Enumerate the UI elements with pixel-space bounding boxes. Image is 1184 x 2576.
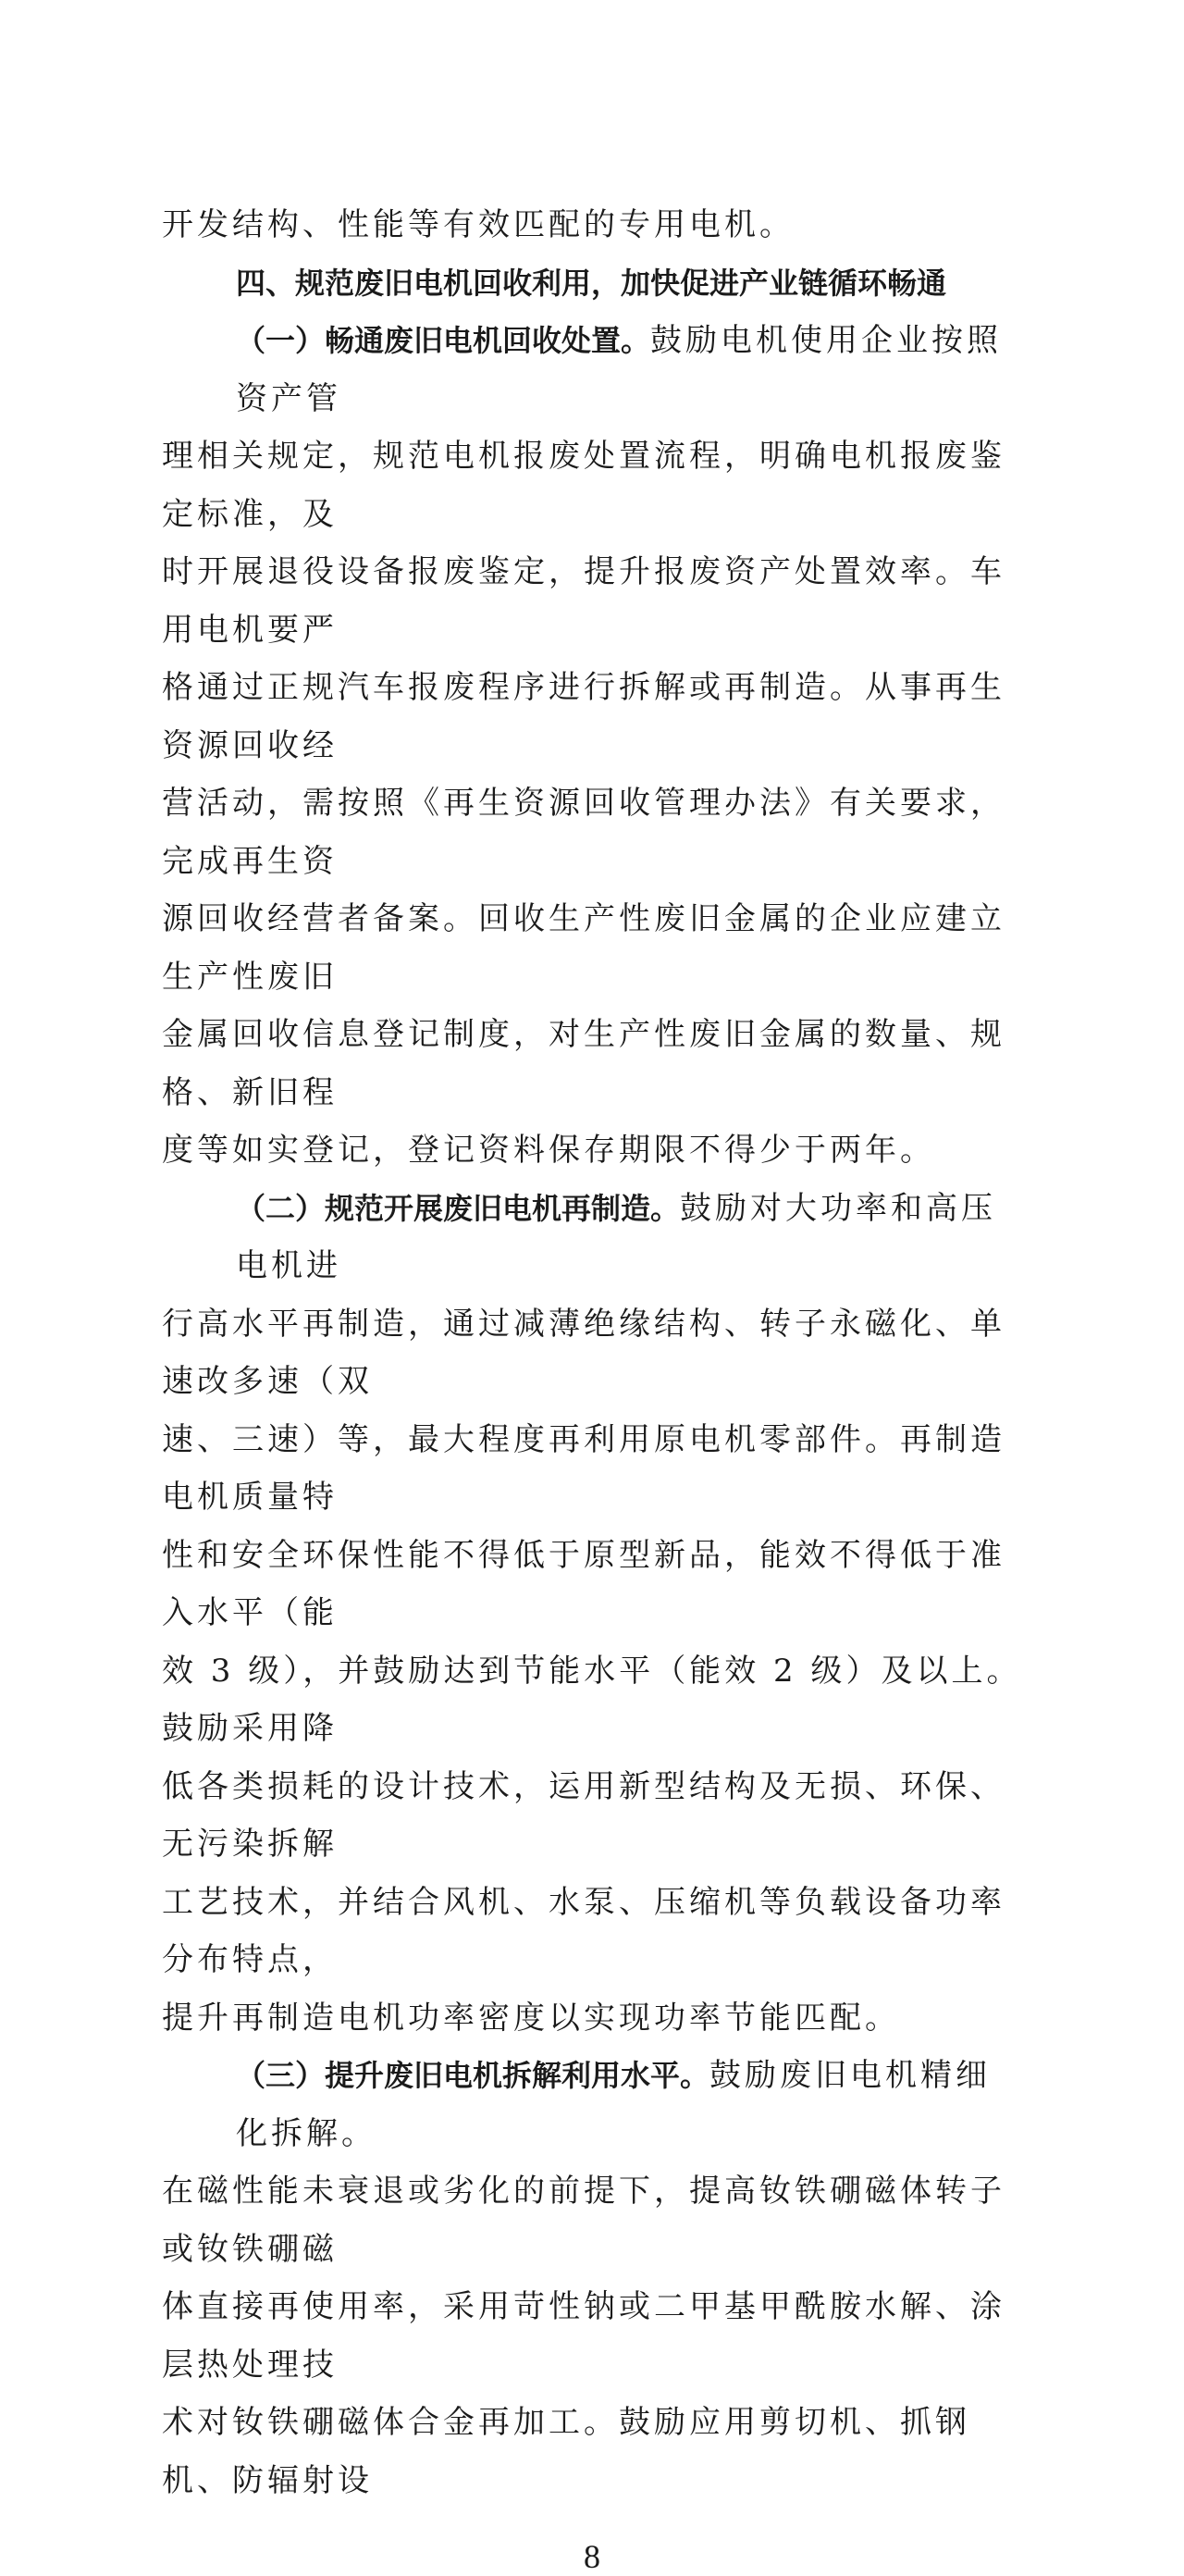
text-run: 鼓励电机使用企业按照资产管 (236, 322, 1003, 417)
text-line: 营活动，需按照《再生资源回收管理办法》有关要求，完成再生资 (162, 785, 1005, 880)
text-line: 效 3 级），并鼓励达到节能水平（能效 2 级）及以上。鼓励采用降 (162, 1652, 1022, 1747)
paragraph-lead: （一）畅通废旧电机回收处置。 (236, 323, 651, 358)
paragraph-lead: （三）提升废旧电机拆解利用水平。 (236, 2058, 710, 2093)
paragraph-start (162, 312, 1024, 427)
text-line: 行高水平再制造，通过减薄绝缘结构、转子永磁化、单速改多速（双 (162, 1305, 1005, 1400)
text-line: 时开展退役设备报废鉴定，提升报废资产处置效率。车用电机要严 (162, 553, 1005, 649)
text-line: 在磁性能未衰退或劣化的前提下，提高钕铁硼磁体转子或钕铁硼磁 (162, 2173, 1005, 2268)
paragraph-start (162, 1180, 1024, 1295)
text-line: 性和安全环保性能不得低于原型新品，能效不得低于准入水平（能 (162, 1536, 1005, 1631)
text-line: 开发结构、性能等有效匹配的专用电机。 (162, 206, 795, 243)
text-line: 格通过正规汽车报废程序进行拆解或再制造。从事再生资源回收经 (162, 669, 1005, 764)
body-text (162, 196, 1024, 2509)
text-line: 源回收经营者备案。回收生产性废旧金属的企业应建立生产性废旧 (162, 900, 1005, 996)
text-line: 度等如实登记，登记资料保存期限不得少于两年。 (162, 1132, 935, 1169)
text-run: 鼓励废旧电机精细化拆解。 (236, 2057, 992, 2152)
page-number: 8 (584, 2538, 600, 2575)
text-line: 速、三速）等，最大程度再利用原电机零部件。再制造电机质量特 (162, 1420, 1005, 1516)
section-heading: 四、规范废旧电机回收利用，加快促进产业链循环畅通 (236, 265, 947, 301)
paragraph-lead: （二）规范开展废旧电机再制造。 (236, 1190, 681, 1226)
text-line: 工艺技术，并结合风机、水泵、压缩机等负载设备功率分布特点， (162, 1883, 1005, 1978)
text-line: 术对钕铁硼磁体合金再加工。鼓励应用剪切机、抓钢机、防辐射设 (162, 2404, 970, 2499)
text-line: 提升再制造电机功率密度以实现功率节能匹配。 (162, 1999, 900, 2037)
text-line: 低各类损耗的设计技术，运用新型结构及无损、环保、无污染拆解 (162, 1767, 1005, 1863)
text-line: 理相关规定，规范电机报废处置流程，明确电机报废鉴定标准，及 (162, 438, 1005, 533)
paragraph-start (162, 2047, 1024, 2162)
text-line: 体直接再使用率，采用苛性钠或二甲基甲酰胺水解、涂层热处理技 (162, 2288, 1005, 2384)
text-run: 鼓励对大功率和高压电机进 (236, 1189, 997, 1284)
text-line: 金属回收信息登记制度，对生产性废旧金属的数量、规格、新旧程 (162, 1016, 1005, 1111)
